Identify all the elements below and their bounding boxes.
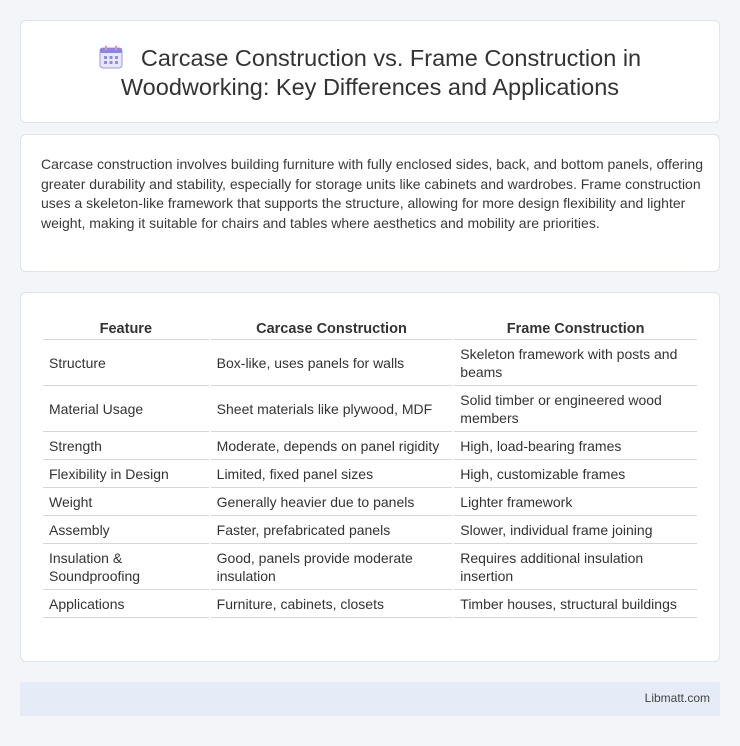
table-cell: Box-like, uses panels for walls (211, 340, 453, 386)
table-row (43, 432, 697, 460)
table-row (43, 516, 697, 544)
table-cell: Timber houses, structural buildings (454, 590, 697, 618)
footer-brand-link[interactable]: Libmatt.com (644, 691, 710, 705)
table-row (43, 590, 697, 618)
table-cell: Solid timber or engineered wood members (454, 386, 697, 432)
table-cell: High, load-bearing frames (454, 432, 697, 460)
table-row (43, 460, 697, 488)
table-cell: Limited, fixed panel sizes (211, 460, 453, 488)
intro-text: Carcase construction involves building furniture with fully enclosed sides, back, and bottom panels, offering greater durability and stability, especially for storage units like cabinets and wardrobes. Frame construction uses a skeleton-like framework that supports the structure, allowing for more design flexibility and lighter weight, making it suitable for chairs and tables where aesthetics and mobility are priorities. (41, 156, 703, 231)
table-cell: Insulation & Soundproofing (43, 544, 209, 590)
table-row (43, 488, 697, 516)
table-cell: Assembly (43, 516, 209, 544)
table-cell: Structure (43, 340, 209, 386)
table-cell: High, customizable frames (454, 460, 697, 488)
table-cell: Weight (43, 488, 209, 516)
footer (20, 682, 720, 716)
comparison-table (41, 313, 699, 618)
page-title-text: Carcase Construction vs. Frame Construction in Woodworking: Key Differences and Applications (120, 45, 642, 100)
table-cell: Strength (43, 432, 209, 460)
column-header-feature: Feature (43, 313, 209, 340)
table-header-row (43, 313, 697, 340)
table-cell: Slower, individual frame joining (454, 516, 697, 544)
table-cell: Material Usage (43, 386, 209, 432)
table-cell: Furniture, cabinets, closets (211, 590, 453, 618)
comparison-card (20, 292, 720, 662)
table-cell: Skeleton framework with posts and beams (454, 340, 697, 386)
column-header-frame: Frame Construction (454, 313, 697, 340)
table-cell: Good, panels provide moderate insulation (211, 544, 453, 590)
table-cell: Moderate, depends on panel rigidity (211, 432, 453, 460)
table-cell: Requires additional insulation insertion (454, 544, 697, 590)
column-header-carcase: Carcase Construction (211, 313, 453, 340)
page-title (41, 44, 699, 102)
table-cell: Generally heavier due to panels (211, 488, 453, 516)
table-row (43, 340, 697, 386)
table-cell: Applications (43, 590, 209, 618)
table-cell: Faster, prefabricated panels (211, 516, 453, 544)
table-cell: Sheet materials like plywood, MDF (211, 386, 453, 432)
title-card (20, 20, 720, 123)
table-cell: Lighter framework (454, 488, 697, 516)
table-cell: Flexibility in Design (43, 460, 209, 488)
calendar-icon (99, 45, 125, 69)
table-row (43, 544, 697, 590)
table-row (43, 386, 697, 432)
intro-card (20, 134, 720, 272)
